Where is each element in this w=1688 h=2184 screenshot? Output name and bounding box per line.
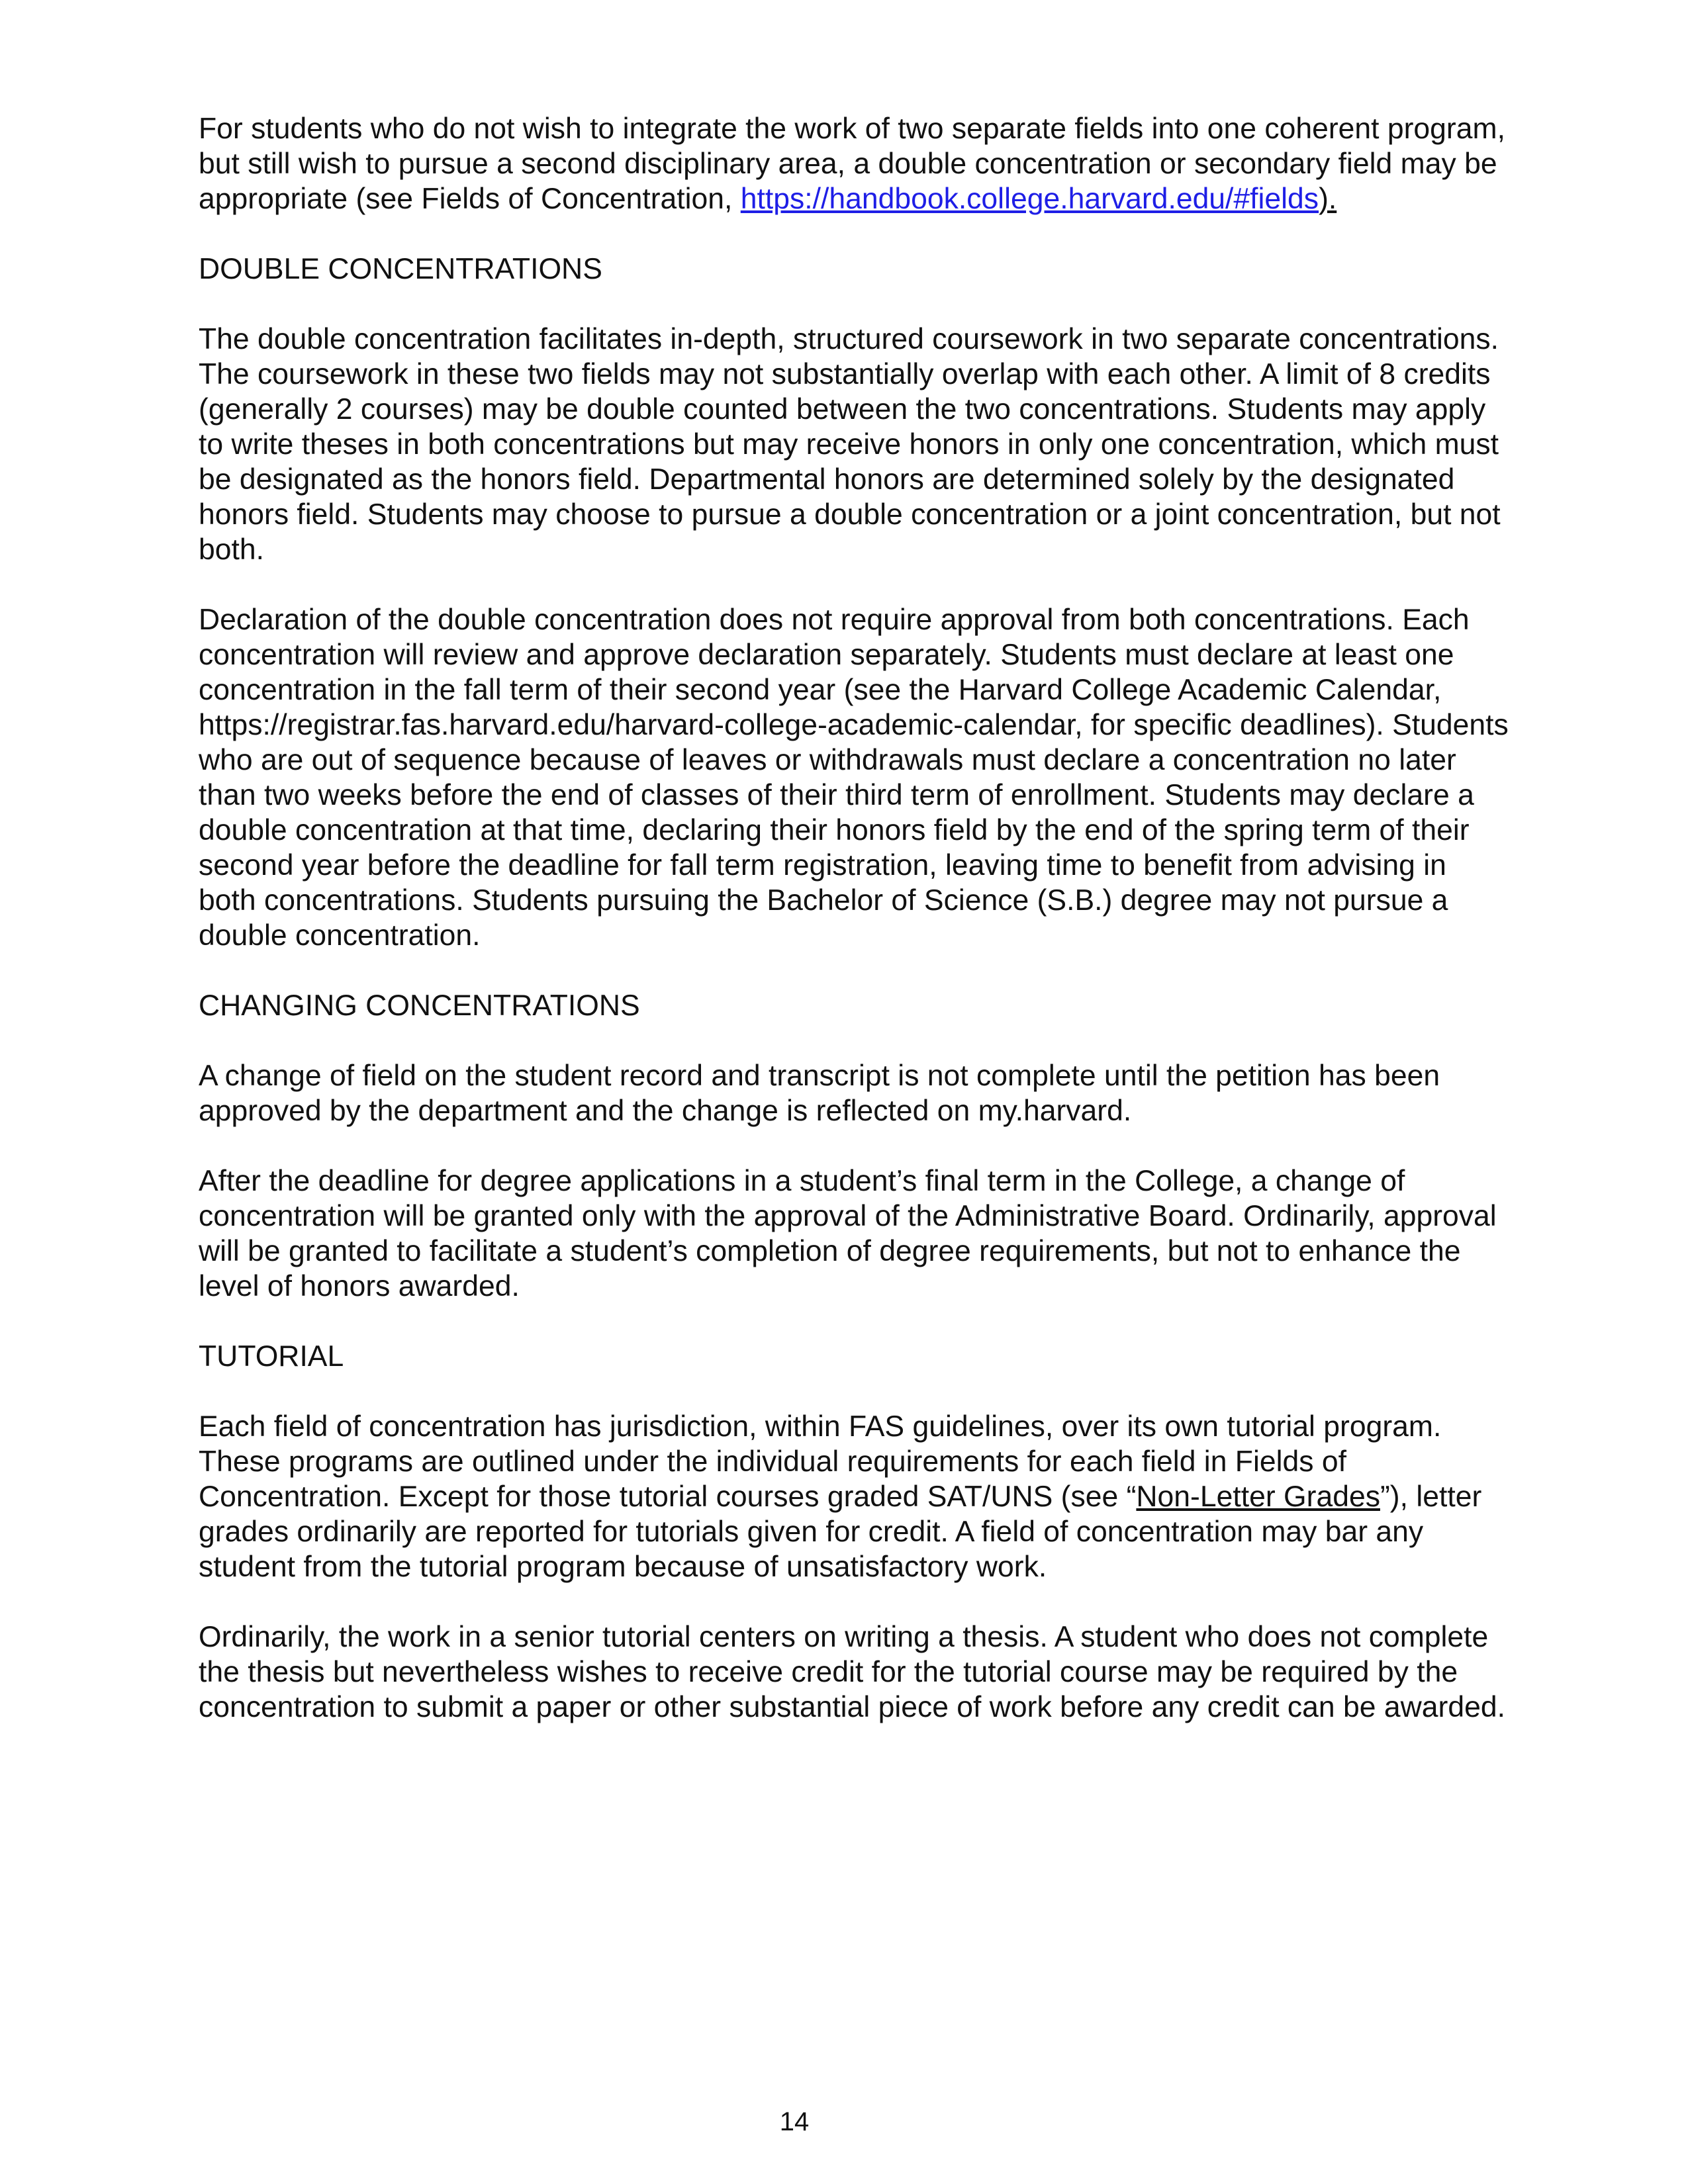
- tutorial-text-end: ”), letter grades ordinarily are reported for tutorials given for credit. A field of concentration may bar any student from the tutorial program because of unsatisfactory work.: [199, 1480, 1482, 1583]
- intro-text-end: ).: [1319, 183, 1337, 215]
- changing-concentrations-paragraph-1: A change of field on the student record and transcript is not complete until the petition has been approved by the department and the change is reflected on my.harvard.: [199, 1060, 1440, 1127]
- intro-paragraph: [199, 111, 1509, 216]
- changing-concentrations-heading: CHANGING CONCENTRATIONS: [199, 989, 640, 1022]
- tutorial-text: Each field of concentration has jurisdiction, within FAS guidelines, over its own tutorial program. These programs are outlined under the individual requirements for each field in Fields of Concentration. Except for those tutorial courses graded SAT/UNS (see “: [199, 1410, 1442, 1513]
- fields-of-concentration-link[interactable]: https://handbook.college.harvard.edu/#fields: [740, 183, 1319, 215]
- non-letter-grades-link[interactable]: Non-Letter Grades: [1136, 1480, 1380, 1513]
- tutorial-paragraph-2: Ordinarily, the work in a senior tutorial centers on writing a thesis. A student who does not complete the thesis but nevertheless wishes to receive credit for the tutorial course may be required by the concentration to submit a paper or other substantial piece of work before any credit can be awarded.: [199, 1621, 1505, 1723]
- tutorial-heading: TUTORIAL: [199, 1340, 344, 1373]
- tutorial-paragraph-1: [199, 1409, 1509, 1584]
- double-concentrations-paragraph-1: The double concentration facilitates in-depth, structured coursework in two separate concentrations. The coursework in these two fields may not substantially overlap with each other. A limit of 8 credits (generally 2 courses) may be double counted between the two concentrations. Students may apply to write theses in both concentrations but may receive honors in only one concentration, which must be designated as the honors field. Departmental honors are determined solely by the designated honors field. Students may choose to pursue a double concentration or a joint concentration, but not both.: [199, 323, 1501, 566]
- changing-concentrations-paragraph-2: After the deadline for degree applications in a student’s final term in the College, a change of concentration will be granted only with the approval of the Administrative Board. Ordinarily, approval will be granted to facilitate a student’s completion of degree requirements, but not to enhance the level of honors awarded.: [199, 1165, 1497, 1302]
- double-concentrations-heading: DOUBLE CONCENTRATIONS: [199, 253, 602, 285]
- page-number: 14: [779, 2107, 810, 2136]
- double-concentrations-paragraph-2: Declaration of the double concentration does not require approval from both concentrations. Each concentration will review and approve declaration separately. Students must declare at least one concentration in the fall term of their second year (see the Harvard College Academic Calendar, https://registrar.fas.harvard.edu/harvard-college-academic-calendar, for specific deadlines). Students who are out of sequence because of leaves or withdrawals must declare a concentration no later than two weeks before the end of classes of their third term of enrollment. Students may declare a double concentration at that time, declaring their honors field by the end of the spring term of their second year before the deadline for fall term registration, leaving time to benefit from advising in both concentrations. Students pursuing the Bachelor of Science (S.B.) degree may not pursue a double concentration.: [199, 604, 1509, 952]
- intro-text: For students who do not wish to integrate the work of two separate fields into one coherent program, but still wish to pursue a second disciplinary area, a double concentration or secondary field may be appropriate (see Fields of Concentration,: [199, 113, 1505, 215]
- document-page: [199, 111, 1509, 1760]
